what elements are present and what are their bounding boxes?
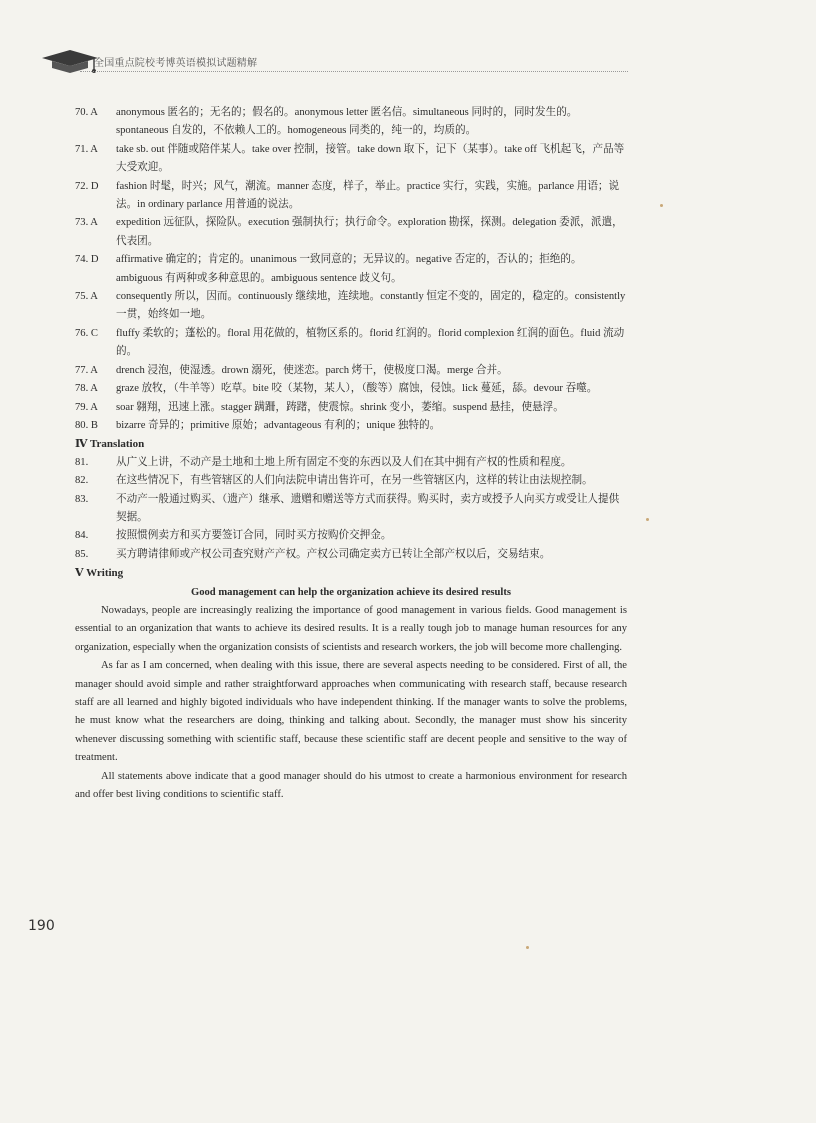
answer-number: 82.	[75, 475, 89, 487]
translation-answer-list	[75, 454, 627, 564]
answer-item	[75, 454, 627, 472]
answer-explanation: 不动产一般通过购买、（遗产）继承、遗赠和赠送等方式而获得。购买时，卖方或授予人向买方或受让人提供契据。	[116, 493, 620, 523]
answer-explanation: drench 浸泡，使湿透。drown 溺死，使迷恋。parch 烤干，使极度口渴。merge 合并。	[116, 364, 508, 376]
answer-number: 70. A	[75, 107, 98, 118]
answer-item	[75, 214, 627, 251]
answer-number: 84.	[75, 530, 89, 542]
answer-explanation: fashion 时髦，时兴；风气，潮流。manner 态度，样子，举止。practice 实行，实践，实施。parlance 用语；说法。in ordinary parlance 用普通的说法。	[116, 180, 620, 211]
answer-explanation: graze 放牧，（牛羊等）吃草。bite 咬（某物，某人），（酸等）腐蚀，侵蚀。lick 蔓延，舔。devour 吞噬。	[116, 383, 598, 395]
paper-speck	[526, 946, 529, 949]
answer-explanation: affirmative 确定的；肯定的。unanimous 一致同意的；无异议的。negative 否定的，否认的；拒绝的。ambiguous 有两种或多种意思的。ambiguous sentence 歧义句。	[116, 254, 582, 284]
answer-explanation: consequently 所以，因而。continuously 继续地，连续地。constantly 恒定不变的，固定的，稳定的。consistently 一贯，始终如一地。	[116, 291, 626, 321]
answer-number: 77. A	[75, 364, 98, 376]
answer-item	[75, 141, 627, 178]
answer-number: 75. A	[75, 291, 98, 303]
answer-item	[75, 472, 627, 490]
answer-number: 85.	[75, 548, 89, 560]
essay-paragraph: All statements above indicate that a good manager should do his utmost to create a harmonious environment for research and offer best living conditions to scientific staff.	[75, 770, 627, 801]
answer-explanation: soar 翱翔，迅速上涨。stagger 蹒跚，踌躇，使震惊。shrink 变小，萎缩。suspend 悬挂，使悬浮。	[116, 401, 564, 413]
essay-title: Good management can help the organization achieve its desired results	[190, 586, 512, 598]
answer-item	[75, 288, 627, 325]
answer-number: 73. A	[75, 217, 98, 229]
answer-explanation: 按照惯例卖方和买方要签订合同，同时买方按购价交押金。	[116, 530, 392, 542]
answer-number: 79. A	[75, 401, 98, 413]
answer-number: 78. A	[75, 383, 98, 395]
page-number: 190	[28, 918, 55, 934]
header-title: 全国重点院校考博英语模拟试题精解	[94, 58, 258, 69]
answer-item	[75, 546, 627, 564]
answer-item	[75, 325, 627, 362]
answer-explanation: bizarre 奇异的；primitive 原始；advantageous 有利的；unique 独特的。	[116, 419, 441, 431]
answer-item	[75, 251, 627, 288]
answer-explanation: anonymous 匿名的；无名的；假名的。anonymous letter 匿名信。simultaneous 同时的，同时发生的。spontaneous 自发的，不依赖人工的。homogeneous 同类的，纯一的，均质的。	[116, 107, 578, 137]
header-divider	[80, 71, 628, 72]
essay-paragraph: Nowadays, people are increasingly realizing the importance of good management in various fields. Good management is essential to an organization that wants to achieve its desired results. It is a really tough job to manage human resources for any organization, especially when the organization consists of scientists and research workers, the job will become more challenging.	[75, 604, 627, 653]
answer-number: 81.	[75, 456, 89, 468]
answer-number: 71. A	[75, 143, 98, 155]
answer-number: 83.	[75, 493, 89, 505]
answer-explanation: expedition 远征队，探险队。execution 强制执行；执行命令。exploration 勘探，探测。delegation 委派，派遣，代表团。	[116, 217, 623, 247]
answer-item	[75, 380, 627, 398]
page-content	[75, 104, 627, 804]
answer-item	[75, 362, 627, 380]
answer-item	[75, 417, 627, 435]
page-header	[40, 44, 630, 78]
translation-heading: Ⅳ Translation	[75, 438, 145, 451]
answer-explanation: 在这些情况下，有些管辖区的人们向法院申请出售许可，在另一些管辖区内，这样的转让由法规控制。	[116, 475, 593, 487]
answer-item	[75, 491, 627, 528]
paper-speck	[646, 518, 649, 521]
answer-item	[75, 178, 627, 215]
answer-number: 74. D	[75, 254, 99, 266]
essay-paragraph: As far as I am concerned, when dealing with this issue, there are several aspects needing to be considered. First of all, the manager should avoid simple and rather straightforward approaches when communicating with research staff, because research staff are all learned and highly bigoted individuals who have independent thinking. If the manager wants to solve the problems, he must know what the researchers are doing, thinking and talking about. Secondly, the manager must show his sincerity whenever discussing something with scientific staff, because these scientific staff are decent people and sensitive to the way of treatment.	[75, 660, 627, 764]
answer-item	[75, 399, 627, 417]
answer-number: 76. C	[75, 327, 98, 339]
answer-number: 72. D	[75, 180, 99, 192]
answer-explanation: fluffy 柔软的；蓬松的。floral 用花做的，植物区系的。florid 红润的。florid complexion 红润的面色。fluid 流动的。	[116, 327, 625, 358]
paper-speck	[660, 204, 663, 207]
answer-explanation: 从广义上讲，不动产是土地和土地上所有固定不变的东西以及人们在其中拥有产权的性质和程度。	[116, 456, 572, 468]
answer-item	[75, 104, 627, 141]
answer-explanation: take sb. out 伴随或陪伴某人。take over 控制，接管。take down 取下，记下（某事）。take off 飞机起飞，产品等大受欢迎。	[116, 143, 625, 174]
answer-number: 80. B	[75, 419, 98, 431]
answer-explanation: 买方聘请律师或产权公司查究财产产权。产权公司确定卖方已转让全部产权以后，交易结束。	[116, 548, 551, 560]
vocabulary-answer-list	[75, 104, 627, 435]
answer-item	[75, 527, 627, 545]
writing-heading: Ⅴ Writing	[75, 567, 124, 580]
